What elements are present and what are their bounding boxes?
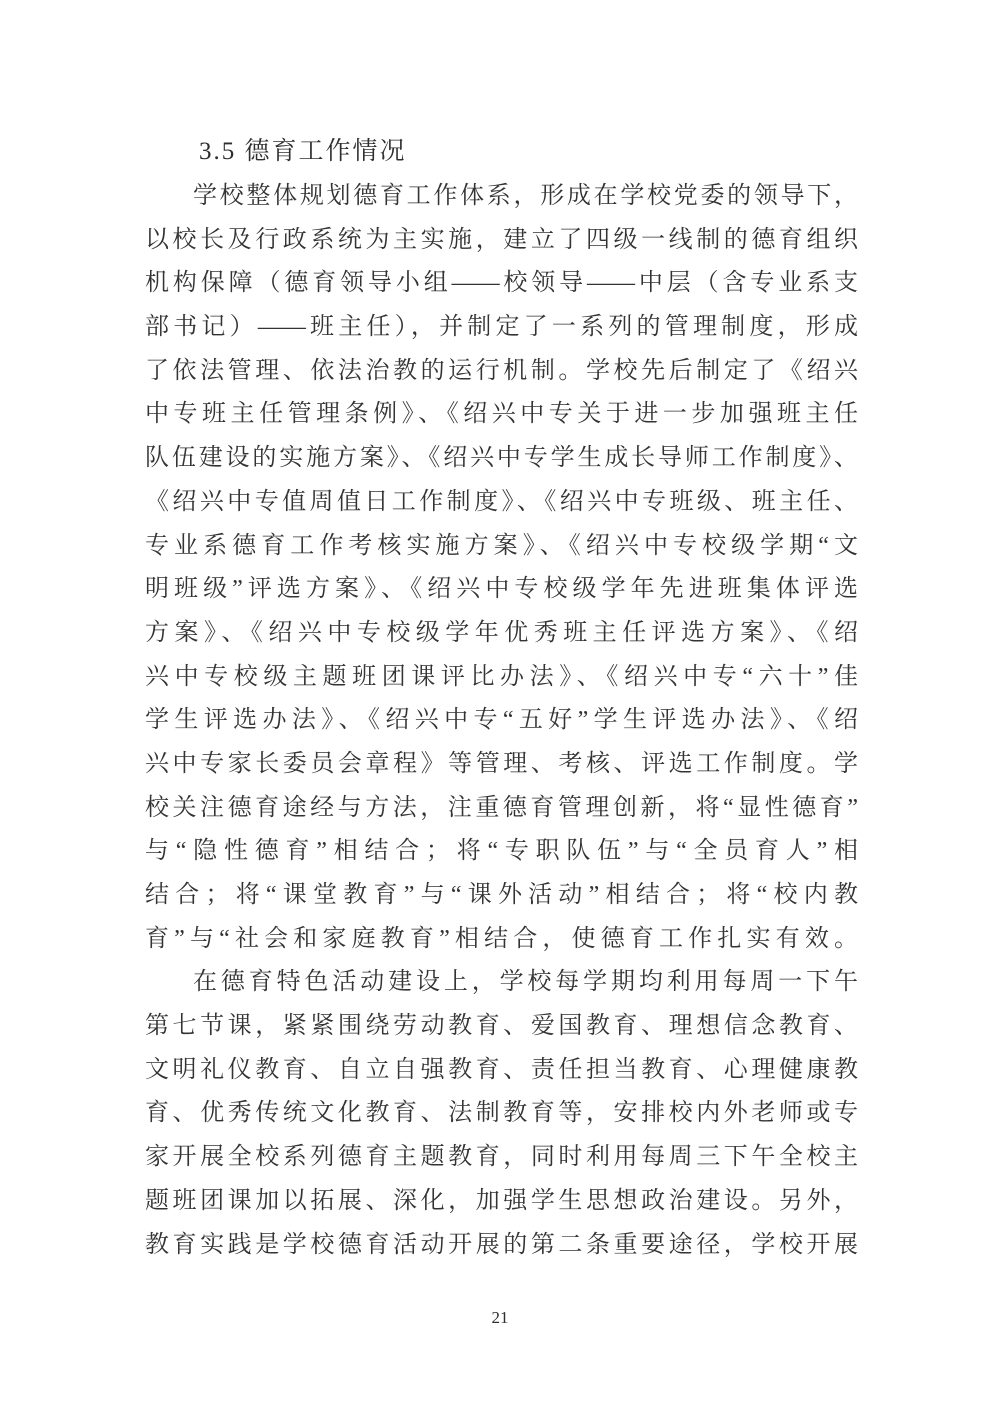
text-line: 校关注德育途经与方法，注重德育管理创新，将“显性德育”: [145, 794, 858, 821]
text-line: 专业系德育工作考核实施方案》、《绍兴中专校级学期“文: [145, 532, 858, 559]
paragraph-moral-education-system: [145, 175, 858, 961]
text-line: 文明礼仪教育、自立自强教育、责任担当教育、心理健康教: [145, 1056, 858, 1083]
text-line: 兴中专校级主题班团课评比办法》、《绍兴中专“六十”佳: [145, 663, 858, 690]
text-line: 教育实践是学校德育活动开展的第二条重要途径，学校开展: [145, 1231, 858, 1258]
page-body-text: [145, 128, 858, 1267]
text-line: 机构保障（德育领导小组——校领导——中层（含专业系支: [145, 270, 858, 297]
text-line: 中专班主任管理条例》、《绍兴中专关于进一步加强班主任: [145, 401, 858, 428]
text-line: 部书记）——班主任），并制定了一系列的管理制度，形成: [145, 314, 858, 341]
text-line: 学生评选办法》、《绍兴中专“五好”学生评选办法》、《绍: [145, 707, 858, 734]
text-line: 家开展全校系列德育主题教育，同时利用每周三下午全校主: [145, 1144, 858, 1171]
text-line: 了依法管理、依法治教的运行机制。学校先后制定了《绍兴: [145, 357, 858, 384]
paragraph-special-activities: [145, 961, 858, 1267]
text-line: 队伍建设的实施方案》、《绍兴中专学生成长导师工作制度》、: [145, 445, 858, 472]
text-line: 育”与“社会和家庭教育”相结合，使德育工作扎实有效。: [145, 925, 858, 952]
text-line: 兴中专家长委员会章程》等管理、考核、评选工作制度。学: [145, 750, 858, 777]
section-heading: 3.5 德育工作情况: [199, 138, 407, 165]
text-line: 《绍兴中专值周值日工作制度》、《绍兴中专班级、班主任、: [145, 488, 858, 515]
page-number: 21: [491, 1308, 509, 1327]
text-line: 学校整体规划德育工作体系，形成在学校党委的领导下，: [193, 183, 858, 209]
text-line: 明班级”评选方案》、《绍兴中专校级学年先进班集体评选: [145, 576, 858, 603]
text-line: 方案》、《绍兴中专校级学年优秀班主任评选方案》、《绍: [145, 619, 858, 646]
text-line: 与“隐性德育”相结合；将“专职队伍”与“全员育人”相: [145, 838, 858, 865]
text-line: 第七节课，紧紧围绕劳动教育、爱国教育、理想信念教育、: [145, 1013, 858, 1040]
text-line: 育、优秀传统文化教育、法制教育等，安排校内外老师或专: [145, 1100, 858, 1127]
text-line: 在德育特色活动建设上，学校每学期均利用每周一下午: [193, 969, 858, 996]
text-line: 结合；将“课堂教育”与“课外活动”相结合；将“校内教: [145, 882, 858, 908]
text-line: 题班团课加以拓展、深化，加强学生思想政治建设。另外，: [145, 1187, 858, 1214]
text-line: 以校长及行政系统为主实施，建立了四级一线制的德育组织: [145, 226, 858, 253]
